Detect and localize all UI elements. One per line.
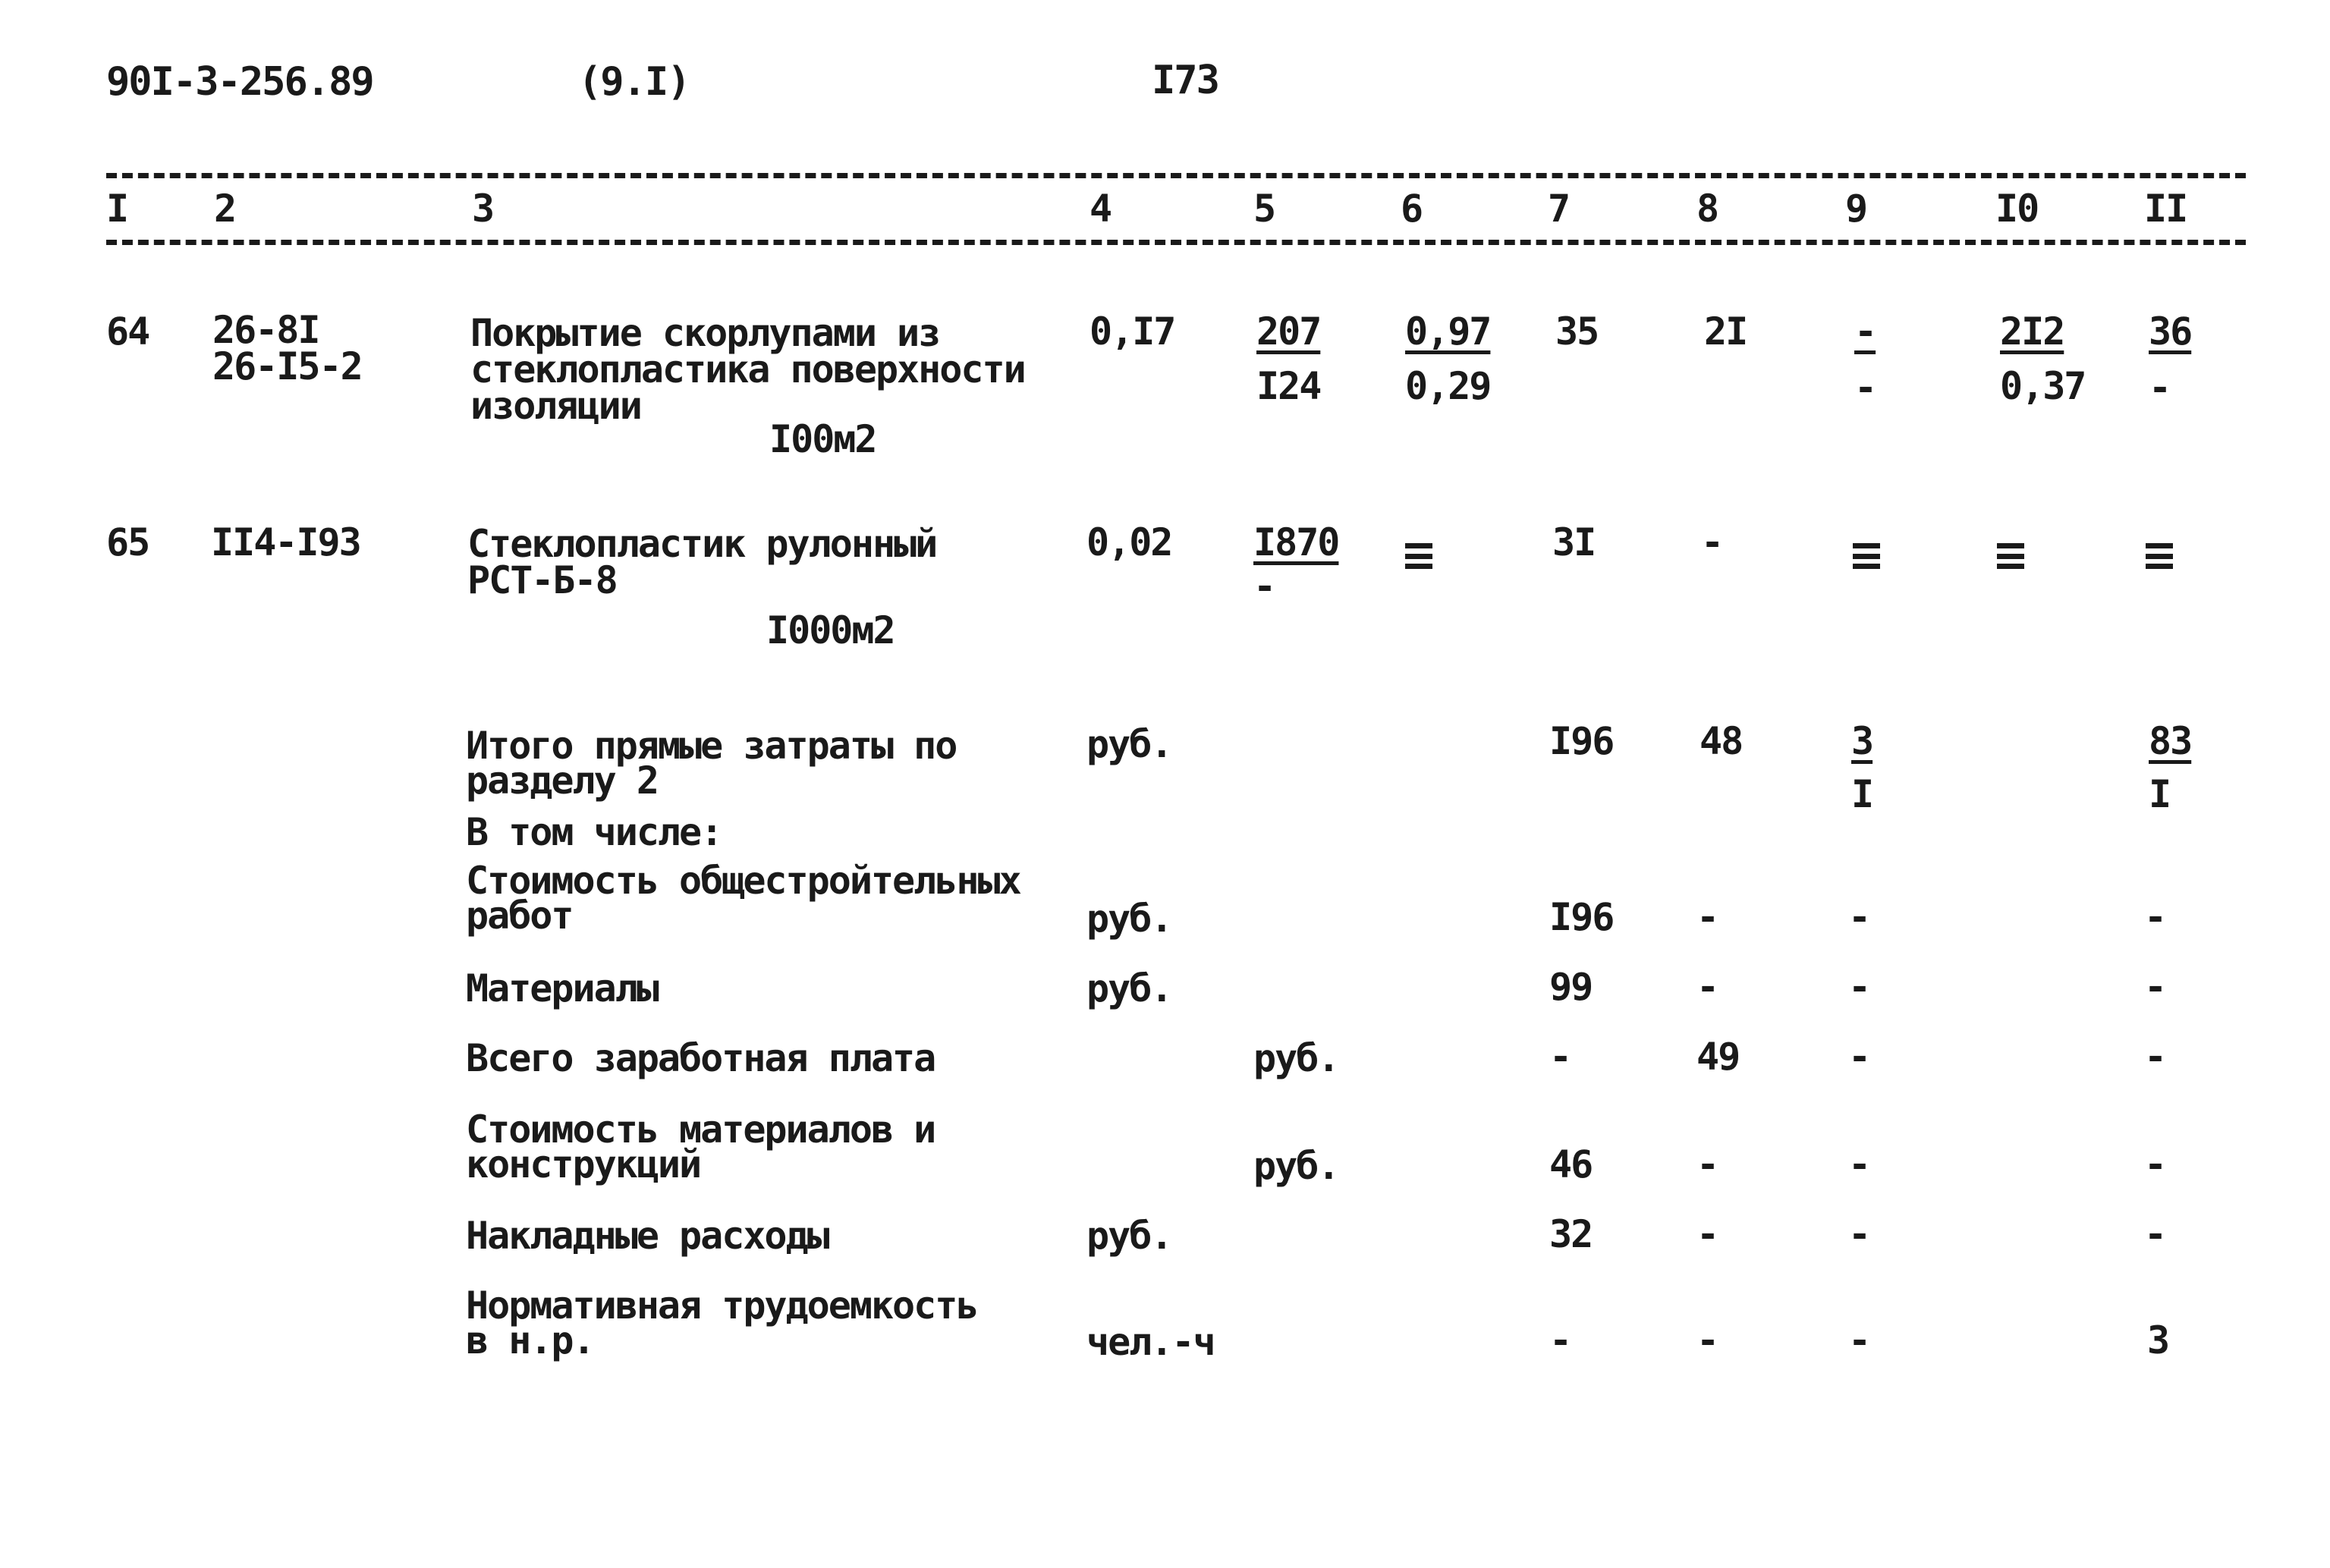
work-description-line: изоляции — [470, 384, 641, 428]
summary-labor: 83 — [2149, 719, 2192, 763]
labor-total: 36 — [2149, 310, 2192, 354]
unit-cost-wages: I24 — [1256, 364, 1321, 408]
summary-total-wages: 48 — [1700, 719, 1743, 763]
ditto-mark — [1853, 543, 1880, 569]
summary-item-machines: - — [1848, 895, 1870, 939]
summary-item-labor: - — [2144, 1142, 2166, 1186]
summary-total-cost: I96 — [1549, 719, 1614, 763]
table-top-rule — [106, 173, 2246, 178]
ditto-mark — [1997, 543, 2024, 569]
including-label: В том числе: — [466, 810, 722, 854]
summary-item-cost: 32 — [1549, 1212, 1593, 1256]
quantity: 0,I7 — [1090, 310, 1175, 354]
summary-item-unit: руб. — [1253, 1144, 1339, 1188]
norm-code: 26-I5-2 — [212, 344, 362, 388]
total-cost: 3I — [1552, 520, 1596, 564]
summary-item-wages: 49 — [1696, 1035, 1740, 1079]
summary-item-wages: - — [1696, 1212, 1718, 1256]
summary-label-line: Итого прямые затраты по — [466, 724, 957, 768]
summary-item-label-line: Нормативная трудоемкость — [466, 1284, 978, 1328]
summary-item-wages: - — [1696, 1318, 1718, 1362]
summary-item-labor: - — [2144, 965, 2166, 1009]
column-header: 6 — [1401, 187, 1423, 231]
norm-code: II4-I93 — [211, 520, 360, 564]
summary-item-wages: - — [1696, 895, 1718, 939]
column-header: I0 — [1995, 187, 2039, 231]
summary-labor-machines: I — [2149, 772, 2171, 816]
column-header: II — [2144, 187, 2187, 231]
summary-item-labor: 3 — [2147, 1318, 2169, 1362]
summary-item-label-line: работ — [466, 894, 573, 938]
summary-item-label-line: Накладные расходы — [466, 1214, 829, 1258]
unit-cost-wages: - — [1253, 564, 1275, 608]
column-header: 5 — [1253, 187, 1275, 231]
work-description-line: Стеклопластик рулонный — [467, 522, 937, 566]
summary-unit: руб. — [1086, 722, 1172, 766]
summary-machine-cost: 3 — [1851, 719, 1873, 763]
summary-item-label-line: Стоимость материалов и — [466, 1108, 935, 1152]
summary-item-label-line: в н.р. — [466, 1318, 594, 1362]
column-header: 4 — [1090, 187, 1112, 231]
summary-item-machines: - — [1848, 1318, 1870, 1362]
work-description-line: РСТ-Б-8 — [467, 558, 617, 602]
summary-item-unit: руб. — [1086, 966, 1172, 1010]
labor-per-unit-machines: 0,37 — [2000, 364, 2086, 408]
total-wages: - — [1701, 520, 1723, 564]
summary-item-label-line: Стоимость общестройтельных — [466, 859, 1020, 903]
unit-cost-total: I870 — [1253, 520, 1339, 564]
summary-item-unit: руб. — [1253, 1036, 1339, 1080]
measurement-unit: I000м2 — [766, 608, 895, 652]
work-description-line: стеклопластика поверхности — [470, 347, 1025, 391]
summary-item-machines: - — [1848, 1142, 1870, 1186]
column-header: 2 — [214, 187, 236, 231]
summary-item-machines: - — [1848, 1212, 1870, 1256]
summary-item-unit: руб. — [1086, 1214, 1172, 1258]
summary-item-label-line: Материалы — [466, 966, 658, 1010]
column-header: 3 — [472, 187, 494, 231]
norm-code: 26-8I — [212, 308, 319, 352]
summary-item-cost: - — [1549, 1035, 1571, 1079]
document-code: 90I-3-256.89 — [106, 59, 373, 105]
unit-cost-machines-wages: 0,29 — [1405, 364, 1491, 408]
summary-item-cost: 46 — [1549, 1142, 1593, 1186]
machine-cost: - — [1854, 310, 1876, 354]
total-cost: 35 — [1555, 310, 1599, 354]
summary-item-cost: - — [1549, 1318, 1571, 1362]
summary-item-labor: - — [2144, 1035, 2166, 1079]
summary-item-labor: - — [2144, 895, 2166, 939]
labor-per-unit: 2I2 — [2000, 310, 2064, 354]
row-number: 65 — [106, 520, 149, 564]
labor-total-machines: - — [2149, 366, 2171, 410]
summary-item-unit: руб. — [1086, 897, 1172, 941]
ditto-mark — [1405, 543, 1432, 569]
summary-machine-wages: I — [1851, 772, 1873, 816]
table-header-rule — [106, 240, 2246, 245]
section-number: (9.I) — [578, 59, 690, 105]
machine-wages: - — [1854, 366, 1876, 410]
work-description-line: Покрытие скорлупами из — [470, 311, 940, 355]
summary-item-label-line: конструкций — [466, 1142, 701, 1186]
summary-item-cost: I96 — [1549, 895, 1614, 939]
summary-item-wages: - — [1696, 1142, 1718, 1186]
measurement-unit: I00м2 — [769, 417, 876, 461]
unit-cost-total: 207 — [1256, 310, 1321, 354]
page-number: I73 — [1152, 58, 1218, 103]
total-wages: 2I — [1704, 310, 1747, 354]
column-header: I — [106, 187, 128, 231]
summary-item-machines: - — [1848, 965, 1870, 1009]
summary-item-label-line: Всего заработная плата — [466, 1036, 935, 1080]
summary-item-cost: 99 — [1549, 965, 1593, 1009]
unit-cost-machines: 0,97 — [1405, 310, 1491, 354]
summary-item-labor: - — [2144, 1212, 2166, 1256]
ditto-mark — [2146, 543, 2173, 569]
column-header: 9 — [1845, 187, 1867, 231]
row-number: 64 — [106, 310, 149, 354]
summary-item-wages: - — [1696, 965, 1718, 1009]
column-header: 8 — [1696, 187, 1718, 231]
summary-label-line: разделу 2 — [466, 759, 658, 803]
summary-item-unit: чел.-ч — [1086, 1320, 1215, 1364]
summary-item-machines: - — [1848, 1035, 1870, 1079]
column-header: 7 — [1548, 187, 1570, 231]
quantity: 0,02 — [1086, 520, 1172, 564]
